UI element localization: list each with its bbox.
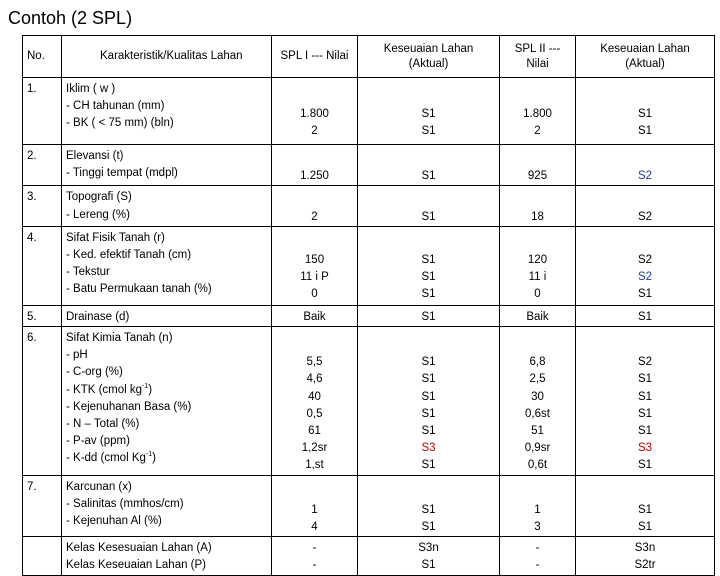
spl2-class-line: S3n <box>634 542 656 555</box>
spl1-value-line: 11 i P <box>300 271 329 284</box>
characteristic-text: - BK ( < 75 mm) (bln) <box>66 117 174 130</box>
characteristic-text: - Salinitas (mmhos/cm) <box>66 497 184 510</box>
table-header-row <box>23 36 715 78</box>
spl1-value-cell <box>272 475 358 537</box>
header-spl2-value-line: SPL II --- <box>514 42 561 55</box>
spl1-class-line: S3n <box>418 542 439 555</box>
spl2-class-line <box>580 337 710 354</box>
characteristic-line <box>66 247 267 264</box>
spl1-class-line <box>362 151 495 168</box>
spl2-class-line: S1 <box>637 459 653 472</box>
characteristic-text: Kelas Kesesuaian Lahan (A) <box>66 542 212 555</box>
characteristic-text: Drainase (d) <box>66 310 130 323</box>
spl1-class-line: S3 <box>421 442 436 455</box>
spl1-value-cell <box>272 305 358 326</box>
spl2-value-line: 2,5 <box>529 373 546 386</box>
characteristic-line <box>66 330 267 347</box>
spl1-class-line: S1 <box>421 125 436 138</box>
spl2-class-line: S1 <box>637 125 653 138</box>
spl1-value-line: 2 <box>311 125 318 138</box>
spl2-value-line: 2 <box>534 125 541 138</box>
table-row <box>23 186 715 226</box>
characteristic-line <box>66 81 267 98</box>
spl2-value-line <box>504 235 571 252</box>
table-row <box>23 305 715 326</box>
spl2-value-cell <box>500 78 576 145</box>
characteristic-cell <box>62 475 272 537</box>
spl2-class-line <box>580 191 710 208</box>
spl2-value-line <box>504 485 571 502</box>
spl2-value-cell <box>500 475 576 537</box>
characteristic-text: - P-av (ppm) <box>66 435 130 448</box>
spl2-class-line: S2tr <box>634 559 656 572</box>
spl1-value-line: 1.250 <box>300 170 329 183</box>
page-title: Contoh (2 SPL) <box>8 8 133 28</box>
spl2-class-line: S2 <box>637 210 653 223</box>
spl2-value-line: 120 <box>527 254 548 267</box>
characteristic-line <box>66 230 267 247</box>
characteristic-cell <box>62 186 272 226</box>
spl2-value-line: Baik <box>526 310 549 323</box>
characteristic-text: Elevansi (t) <box>66 150 124 162</box>
spl2-class-line: S1 <box>637 310 653 323</box>
header-spl2-value-line: Nilai <box>526 57 549 70</box>
spl2-value-line: 3 <box>534 521 541 534</box>
spl1-class-line: S1 <box>421 373 436 386</box>
spl1-value-line: 0 <box>311 288 318 301</box>
spl2-class-cell <box>576 327 715 476</box>
spl2-class-line: S1 <box>637 407 653 420</box>
spl2-class-line: S1 <box>637 390 653 403</box>
table-row <box>23 145 715 186</box>
characteristic-cell <box>62 145 272 186</box>
spl1-class-cell <box>358 186 500 226</box>
spl1-value-line: 1,2sr <box>301 442 328 455</box>
row-number: 3. <box>23 186 62 226</box>
table-row <box>23 537 715 575</box>
spl1-value-line <box>276 191 353 208</box>
spl1-class-line: S1 <box>421 288 436 301</box>
characteristic-text: - Tinggi tempat (mdpl) <box>66 167 178 180</box>
spl1-value-cell <box>272 537 358 575</box>
header-spl1-suitability <box>358 36 500 78</box>
spl1-value-line: - <box>312 542 317 555</box>
spl2-class-cell <box>576 78 715 145</box>
spl1-value-line: 1.800 <box>300 108 329 121</box>
characteristic-text: - Kejenuhan Al (%) <box>66 515 162 528</box>
characteristic-text: Topografi (S) <box>66 191 132 204</box>
spl1-value-line <box>276 485 353 502</box>
header-spl2-suitability-line: Keseuaian Lahan <box>600 42 690 55</box>
spl1-class-line: S1 <box>421 254 436 267</box>
characteristic-line <box>66 513 267 530</box>
spl2-value-line: - <box>535 559 540 572</box>
spl1-value-cell <box>272 145 358 186</box>
spl1-class-cell <box>358 475 500 537</box>
spl2-value-line: 925 <box>527 170 548 183</box>
spl1-value-cell <box>272 327 358 476</box>
spl1-class-cell <box>358 305 500 326</box>
spl1-value-line: Baik <box>303 310 326 323</box>
spl1-class-cell <box>358 145 500 186</box>
characteristic-line <box>66 98 267 115</box>
spl1-class-line <box>362 235 495 252</box>
spl2-class-cell <box>576 226 715 305</box>
spl2-class-cell <box>576 537 715 575</box>
characteristic-text: - Tekstur <box>66 266 110 279</box>
characteristic-line <box>66 207 267 224</box>
spl2-class-line: S3 <box>637 442 653 455</box>
characteristic-text: - KTK (cmol kg <box>66 383 143 396</box>
spl2-class-line <box>580 89 710 106</box>
spl2-class-line: S2 <box>637 170 653 183</box>
characteristic-text: - C-org (%) <box>66 366 123 379</box>
header-spl1-suitability-line: (Aktual) <box>408 57 449 70</box>
spl2-value-line: 0,6t <box>527 459 548 472</box>
characteristic-line <box>66 189 267 206</box>
spl1-value-line: - <box>312 559 317 572</box>
spl1-class-line: S1 <box>421 356 436 369</box>
spl1-value-line <box>276 337 353 354</box>
spl1-class-line: S1 <box>421 310 436 323</box>
spl2-value-line <box>504 191 571 208</box>
spl2-value-line: 30 <box>531 390 544 403</box>
characteristic-text: - N – Total (%) <box>66 418 140 431</box>
characteristic-cell <box>62 226 272 305</box>
spl1-value-line <box>276 151 353 168</box>
characteristic-line <box>66 433 267 450</box>
spl2-class-cell <box>576 305 715 326</box>
characteristic-cell <box>62 327 272 476</box>
table-row <box>23 78 715 145</box>
characteristic-line <box>66 557 267 574</box>
spl2-class-line: S2 <box>637 254 653 267</box>
characteristic-line <box>66 399 267 416</box>
spl2-class-line: S1 <box>637 425 653 438</box>
spl2-class-line <box>580 485 710 502</box>
spl1-class-line: S1 <box>421 559 436 572</box>
row-number: 4. <box>23 226 62 305</box>
characteristic-cell <box>62 305 272 326</box>
spl2-value-line: 18 <box>531 210 544 223</box>
row-number <box>23 537 62 575</box>
table-row <box>23 475 715 537</box>
spl1-class-line: S1 <box>421 210 436 223</box>
characteristic-text: - Lereng (%) <box>66 208 130 221</box>
header-spl1-suitability-line: Keseuaian Lahan <box>383 42 474 55</box>
land-suitability-table <box>22 35 715 576</box>
spl1-class-line <box>362 337 495 354</box>
spl1-class-line: S1 <box>421 503 436 516</box>
row-number: 5. <box>23 305 62 326</box>
spl1-value-line: 5,5 <box>306 356 323 369</box>
spl2-value-line: 6,8 <box>529 356 546 369</box>
spl2-class-line: S1 <box>637 373 653 386</box>
spl1-value-cell <box>272 78 358 145</box>
spl1-class-line <box>362 89 495 106</box>
characteristic-line <box>66 540 267 557</box>
spl2-value-cell <box>500 305 576 326</box>
unit-superscript: -1 <box>142 382 149 390</box>
characteristic-line <box>66 382 267 399</box>
spl2-class-cell <box>576 145 715 186</box>
spl2-value-line: - <box>535 542 540 555</box>
characteristic-text: - Batu Permukaan tanah (%) <box>66 283 212 296</box>
characteristic-line <box>66 347 267 364</box>
spl1-class-line: S1 <box>421 271 436 284</box>
unit-suffix: ) <box>152 452 156 465</box>
spl1-value-line: 1 <box>311 503 318 516</box>
spl1-class-line <box>362 485 495 502</box>
spl2-value-line <box>504 151 571 168</box>
spl2-value-cell <box>500 226 576 305</box>
spl2-value-cell <box>500 537 576 575</box>
spl1-class-cell <box>358 327 500 476</box>
characteristic-line <box>66 165 267 182</box>
spl1-class-line <box>362 191 495 208</box>
spl2-value-line: 0,6st <box>525 407 550 420</box>
spl1-class-line: S1 <box>421 425 436 438</box>
characteristic-line <box>66 450 267 467</box>
spl2-value-cell <box>500 186 576 226</box>
characteristic-text: Kelas Keseuaian Lahan (P) <box>66 559 207 572</box>
spl1-class-line: S1 <box>421 390 436 403</box>
characteristic-line <box>66 264 267 281</box>
characteristic-line <box>66 416 267 433</box>
spl2-class-line <box>580 235 710 252</box>
characteristic-text: - Ked. efektif Tanah (cm) <box>66 249 192 262</box>
spl1-value-line <box>276 89 353 106</box>
characteristic-text: - pH <box>66 349 88 362</box>
header-spl2-value <box>500 36 576 78</box>
characteristic-text: Karcunan (x) <box>66 480 132 493</box>
spl2-class-line: S1 <box>637 521 653 534</box>
spl1-value-line: 4,6 <box>306 373 323 386</box>
characteristic-line <box>66 479 267 496</box>
unit-superscript: -1 <box>145 451 153 459</box>
spl2-value-cell <box>500 327 576 476</box>
spl1-class-cell <box>358 78 500 145</box>
spl1-class-cell <box>358 537 500 575</box>
spl1-value-cell <box>272 186 358 226</box>
characteristic-cell <box>62 78 272 145</box>
table-row <box>23 226 715 305</box>
header-spl2-suitability-line: (Aktual) <box>625 57 665 70</box>
spl1-value-line <box>276 235 353 252</box>
spl2-class-cell <box>576 186 715 226</box>
spl2-class-line: S1 <box>637 108 653 121</box>
table-body <box>23 78 715 576</box>
spl2-class-cell <box>576 475 715 537</box>
spl1-value-line: 40 <box>308 390 321 403</box>
row-number: 2. <box>23 145 62 186</box>
characteristic-text: Iklim ( w ) <box>66 83 116 95</box>
header-characteristic: Karakteristik/Kualitas Lahan <box>62 36 272 78</box>
spl2-value-line <box>504 89 571 106</box>
spl2-class-line: S2 <box>637 271 653 284</box>
spl1-class-line: S1 <box>421 521 436 534</box>
spl1-class-cell <box>358 226 500 305</box>
spl1-value-line: 61 <box>308 425 321 438</box>
characteristic-text: Sifat Fisik Tanah (r) <box>66 231 165 244</box>
spl2-value-line <box>504 337 571 354</box>
spl2-class-line <box>580 151 710 168</box>
header-no: No. <box>23 36 62 78</box>
characteristic-line <box>66 115 267 132</box>
spl2-class-line: S2 <box>637 356 653 369</box>
characteristic-text: Sifat Kimia Tanah (n) <box>66 332 173 345</box>
spl2-value-line: 11 i <box>528 271 547 284</box>
characteristic-text: - K-dd (cmol Kg <box>66 452 146 465</box>
spl2-value-line: 0,9sr <box>524 442 551 455</box>
unit-suffix: ) <box>148 383 153 396</box>
header-spl1-value: SPL I --- Nilai <box>272 36 358 78</box>
row-number: 7. <box>23 475 62 537</box>
characteristic-text: - Kejenuhanan Basa (%) <box>66 400 192 413</box>
header-spl2-suitability <box>576 36 715 78</box>
spl2-class-line: S1 <box>637 503 653 516</box>
spl2-value-line: 0 <box>534 288 541 301</box>
characteristic-line <box>66 148 267 165</box>
characteristic-text: - CH tahunan (mm) <box>66 100 165 113</box>
spl1-value-line: 0,5 <box>306 407 323 420</box>
spl1-value-line: 150 <box>304 254 325 267</box>
spl1-class-line: S1 <box>421 170 436 183</box>
spl1-value-line: 2 <box>311 210 318 223</box>
spl1-class-line: S1 <box>421 459 436 472</box>
characteristic-line <box>66 364 267 381</box>
row-number: 1. <box>23 78 62 145</box>
spl1-value-line: 1,st <box>305 459 324 472</box>
spl2-value-line: 51 <box>531 425 544 438</box>
spl2-value-line: 1 <box>534 503 541 516</box>
table-row <box>23 327 715 476</box>
spl2-class-line: S1 <box>637 288 653 301</box>
spl2-value-cell <box>500 145 576 186</box>
characteristic-cell <box>62 537 272 575</box>
row-number: 6. <box>23 327 62 476</box>
characteristic-line <box>66 309 267 326</box>
characteristic-line <box>66 496 267 513</box>
spl2-value-line: 1.800 <box>523 108 552 121</box>
characteristic-line <box>66 281 267 298</box>
spl1-class-line: S1 <box>421 407 436 420</box>
spl1-value-line: 4 <box>311 521 318 534</box>
spl1-value-cell <box>272 226 358 305</box>
spl1-class-line: S1 <box>421 108 436 121</box>
